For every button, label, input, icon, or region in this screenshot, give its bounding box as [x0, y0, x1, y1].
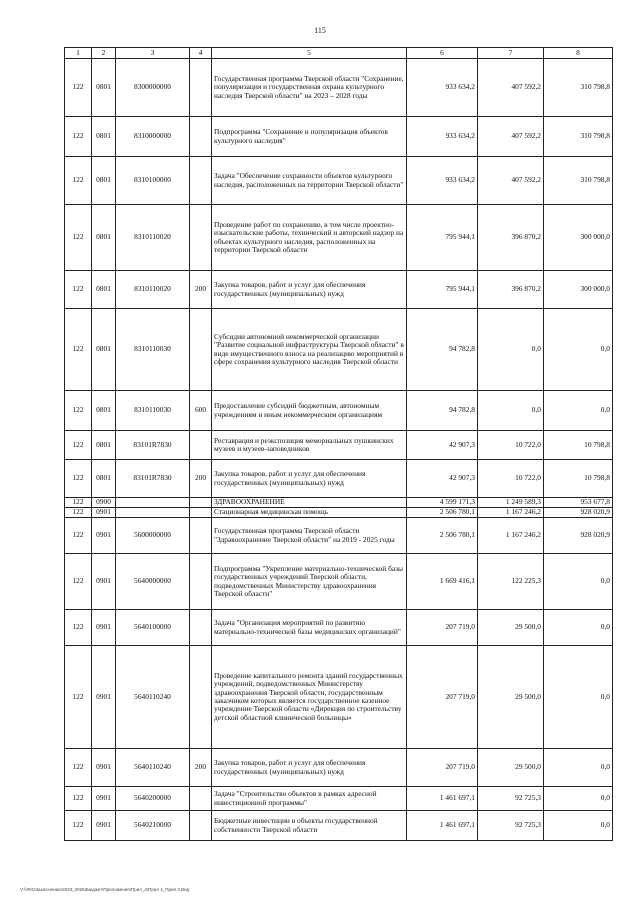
- table-row: [65, 59, 613, 117]
- column-header: 5: [212, 48, 407, 59]
- amount-year-1: 207 719,0: [407, 610, 478, 646]
- table-row: [65, 117, 613, 157]
- item-name: Проведение капитального ремонта зданий государственных учреждений, подведомственных Министерству здравоохранения Тверской области, государственным заказчиком которых является государственное казенное учреждение Тверской области «Дирекция по строительству детской областной клинической больницы»: [212, 646, 407, 749]
- expense-type-code: [190, 554, 212, 610]
- column-header: 4: [190, 48, 212, 59]
- amount-year-2: 407 592,2: [478, 117, 544, 157]
- amount-year-2: 10 722,0: [478, 460, 544, 498]
- amount-year-2: 407 592,2: [478, 59, 544, 117]
- ministry-code: 122: [65, 431, 92, 460]
- section-code: 0901: [92, 787, 116, 811]
- section-code: 0801: [92, 391, 116, 431]
- target-article-code: 83101R7830: [116, 431, 190, 460]
- expense-type-code: [190, 508, 212, 518]
- budget-table: [64, 47, 613, 841]
- item-name: Государственная программа Тверской области "Здравоохранение Тверской области" на 2019 - 2025 годы: [212, 518, 407, 554]
- amount-year-2: 29 500,0: [478, 749, 544, 787]
- item-name: Закупка товаров, работ и услуг для обеспечения государственных (муниципальных) нужд: [212, 749, 407, 787]
- expense-type-code: [190, 205, 212, 271]
- amount-year-2: 396 870,2: [478, 271, 544, 309]
- ministry-code: 122: [65, 498, 92, 508]
- table-row: [65, 749, 613, 787]
- table-row: [65, 271, 613, 309]
- column-header: 1: [65, 48, 92, 59]
- item-name: Задача "Обеспечение сохранности объектов культурного наследия, расположенных на территории Тверской области": [212, 157, 407, 205]
- amount-year-2: 122 225,3: [478, 554, 544, 610]
- amount-year-3: 10 798,8: [544, 431, 613, 460]
- column-header: 2: [92, 48, 116, 59]
- expense-type-code: [190, 498, 212, 508]
- item-name: Проведение работ по сохранению, в том числе проектно-изыскательские работы, технический и авторский надзор на объектах культурного наследия, расположенных на территории Тверской области: [212, 205, 407, 271]
- ministry-code: 122: [65, 309, 92, 391]
- item-name: Реставрация и реэкспозиция мемориальных пушкинских музеев и музеев-заповедников: [212, 431, 407, 460]
- amount-year-3: 928 020,9: [544, 508, 613, 518]
- section-code: 0901: [92, 518, 116, 554]
- amount-year-2: 29 500,0: [478, 646, 544, 749]
- amount-year-3: 310 798,8: [544, 117, 613, 157]
- expense-type-code: [190, 811, 212, 841]
- ministry-code: 122: [65, 811, 92, 841]
- table-row: [65, 518, 613, 554]
- target-article-code: 5640100000: [116, 610, 190, 646]
- ministry-code: 122: [65, 271, 92, 309]
- table-row: [65, 787, 613, 811]
- ministry-code: 122: [65, 749, 92, 787]
- target-article-code: 5600000000: [116, 518, 190, 554]
- column-header: 3: [116, 48, 190, 59]
- item-name: Государственная программа Тверской области "Сохранение, популяризация и государственная охрана культурного наследия Тверской области" на 2023 – 2028 годы: [212, 59, 407, 117]
- amount-year-3: 0,0: [544, 749, 613, 787]
- amount-year-3: 310 798,8: [544, 59, 613, 117]
- target-article-code: 5640210000: [116, 811, 190, 841]
- section-code: 0801: [92, 309, 116, 391]
- expense-type-code: 200: [190, 460, 212, 498]
- expense-type-code: 200: [190, 749, 212, 787]
- item-name: Бюджетные инвестиции в объекты государственной собственности Тверской области: [212, 811, 407, 841]
- ministry-code: 122: [65, 787, 92, 811]
- target-article-code: 8300000000: [116, 59, 190, 117]
- item-name: Закупка товаров, работ и услуг для обеспечения государственных (муниципальных) нужд: [212, 460, 407, 498]
- target-article-code: 8310110030: [116, 391, 190, 431]
- ministry-code: 122: [65, 117, 92, 157]
- expense-type-code: [190, 518, 212, 554]
- amount-year-1: 933 634,2: [407, 59, 478, 117]
- file-path-footer: V:\\#01\Заключение\2023_2025\Бюджет\Приложения\Прил_4\Прил 4_Прил 3 Вед: [20, 887, 190, 892]
- amount-year-2: 0,0: [478, 309, 544, 391]
- ministry-code: 122: [65, 59, 92, 117]
- amount-year-3: 0,0: [544, 787, 613, 811]
- ministry-code: 122: [65, 460, 92, 498]
- item-name: Закупка товаров, работ и услуг для обеспечения государственных (муниципальных) нужд: [212, 271, 407, 309]
- expense-type-code: [190, 431, 212, 460]
- table-row: [65, 508, 613, 518]
- ministry-code: 122: [65, 508, 92, 518]
- target-article-code: 8310110030: [116, 309, 190, 391]
- ministry-code: 122: [65, 554, 92, 610]
- table-row: [65, 460, 613, 498]
- target-article-code: 5640200000: [116, 787, 190, 811]
- amount-year-1: 42 907,3: [407, 460, 478, 498]
- section-code: 0801: [92, 431, 116, 460]
- expense-type-code: [190, 787, 212, 811]
- amount-year-1: 207 719,0: [407, 646, 478, 749]
- column-number-row: [65, 48, 613, 59]
- item-name: Предоставление субсидий бюджетным, автономным учреждениям и иным некоммерческим организациям: [212, 391, 407, 431]
- expense-type-code: 200: [190, 271, 212, 309]
- target-article-code: [116, 498, 190, 508]
- amount-year-1: 42 907,3: [407, 431, 478, 460]
- amount-year-1: 1 461 697,1: [407, 811, 478, 841]
- page-number: 115: [314, 26, 326, 35]
- amount-year-3: 0,0: [544, 610, 613, 646]
- section-code: 0900: [92, 498, 116, 508]
- item-name: Задача "Строительство объектов в рамках адресной инвестиционной программы": [212, 787, 407, 811]
- section-code: 0901: [92, 508, 116, 518]
- item-name: Стационарная медицинская помощь: [212, 508, 407, 518]
- amount-year-1: 2 506 780,1: [407, 518, 478, 554]
- target-article-code: [116, 508, 190, 518]
- expense-type-code: [190, 157, 212, 205]
- table-row: [65, 205, 613, 271]
- column-header: 6: [407, 48, 478, 59]
- amount-year-1: 4 599 171,3: [407, 498, 478, 508]
- amount-year-2: 29 500,0: [478, 610, 544, 646]
- amount-year-2: 396 870,2: [478, 205, 544, 271]
- amount-year-3: 0,0: [544, 391, 613, 431]
- section-code: 0801: [92, 460, 116, 498]
- amount-year-3: 0,0: [544, 811, 613, 841]
- expense-type-code: [190, 117, 212, 157]
- ministry-code: 122: [65, 391, 92, 431]
- amount-year-1: 2 506 780,1: [407, 508, 478, 518]
- section-code: 0901: [92, 554, 116, 610]
- table-row: [65, 646, 613, 749]
- amount-year-2: 0,0: [478, 391, 544, 431]
- amount-year-3: 0,0: [544, 554, 613, 610]
- target-article-code: 8310100000: [116, 157, 190, 205]
- section-code: 0901: [92, 646, 116, 749]
- amount-year-1: 94 782,8: [407, 391, 478, 431]
- amount-year-2: 92 725,3: [478, 787, 544, 811]
- amount-year-3: 953 677,8: [544, 498, 613, 508]
- amount-year-1: 207 719,0: [407, 749, 478, 787]
- amount-year-3: 10 798,8: [544, 460, 613, 498]
- ministry-code: 122: [65, 646, 92, 749]
- amount-year-1: 795 944,1: [407, 271, 478, 309]
- amount-year-3: 300 000,0: [544, 271, 613, 309]
- section-code: 0801: [92, 59, 116, 117]
- table-row: [65, 391, 613, 431]
- target-article-code: 5640110240: [116, 646, 190, 749]
- expense-type-code: [190, 309, 212, 391]
- amount-year-3: 310 798,8: [544, 157, 613, 205]
- table-row: [65, 309, 613, 391]
- table-row: [65, 811, 613, 841]
- item-name: Подпрограмма "Укрепление материально-технической базы государственных учреждений Тверской области, подведомственных Министерству здравоохранения Тверской области": [212, 554, 407, 610]
- amount-year-2: 1 249 589,3: [478, 498, 544, 508]
- section-code: 0801: [92, 117, 116, 157]
- table-row: [65, 431, 613, 460]
- expense-type-code: [190, 59, 212, 117]
- amount-year-2: 92 725,3: [478, 811, 544, 841]
- amount-year-2: 1 167 246,2: [478, 518, 544, 554]
- target-article-code: 8310110020: [116, 205, 190, 271]
- amount-year-3: 0,0: [544, 646, 613, 749]
- table-row: [65, 554, 613, 610]
- section-code: 0901: [92, 811, 116, 841]
- item-name: Субсидии автономной некоммерческой организации "Развитие социальной инфраструктуры Тверской области" в виде имущественного взноса на реализацию мероприятий в сфере сохранения культурного наследия Тверской области: [212, 309, 407, 391]
- target-article-code: 5640000000: [116, 554, 190, 610]
- amount-year-1: 933 634,2: [407, 157, 478, 205]
- item-name: Задача "Организация мероприятий по развитию материально-технической базы медицинских организаций": [212, 610, 407, 646]
- section-code: 0801: [92, 271, 116, 309]
- section-code: 0901: [92, 749, 116, 787]
- ministry-code: 122: [65, 518, 92, 554]
- section-code: 0901: [92, 610, 116, 646]
- amount-year-2: 10 722,0: [478, 431, 544, 460]
- target-article-code: 8310110020: [116, 271, 190, 309]
- section-code: 0801: [92, 205, 116, 271]
- target-article-code: 8310000000: [116, 117, 190, 157]
- target-article-code: 83101R7830: [116, 460, 190, 498]
- amount-year-3: 300 000,0: [544, 205, 613, 271]
- expense-type-code: [190, 610, 212, 646]
- column-header: 8: [544, 48, 613, 59]
- section-code: 0801: [92, 157, 116, 205]
- amount-year-3: 0,0: [544, 309, 613, 391]
- table-row: [65, 610, 613, 646]
- amount-year-2: 407 592,2: [478, 157, 544, 205]
- table-row: [65, 157, 613, 205]
- amount-year-1: 94 782,8: [407, 309, 478, 391]
- ministry-code: 122: [65, 610, 92, 646]
- ministry-code: 122: [65, 205, 92, 271]
- expense-type-code: 600: [190, 391, 212, 431]
- amount-year-3: 928 020,9: [544, 518, 613, 554]
- amount-year-1: 933 634,2: [407, 117, 478, 157]
- amount-year-1: 795 944,1: [407, 205, 478, 271]
- amount-year-2: 1 167 246,2: [478, 508, 544, 518]
- expense-type-code: [190, 646, 212, 749]
- item-name: ЗДРАВООХРАНЕНИЕ: [212, 498, 407, 508]
- item-name: Подпрограмма "Сохранение и популяризация объектов культурного наследия": [212, 117, 407, 157]
- amount-year-1: 1 461 697,1: [407, 787, 478, 811]
- target-article-code: 5640110240: [116, 749, 190, 787]
- table-row: [65, 498, 613, 508]
- amount-year-1: 1 669 416,1: [407, 554, 478, 610]
- column-header: 7: [478, 48, 544, 59]
- ministry-code: 122: [65, 157, 92, 205]
